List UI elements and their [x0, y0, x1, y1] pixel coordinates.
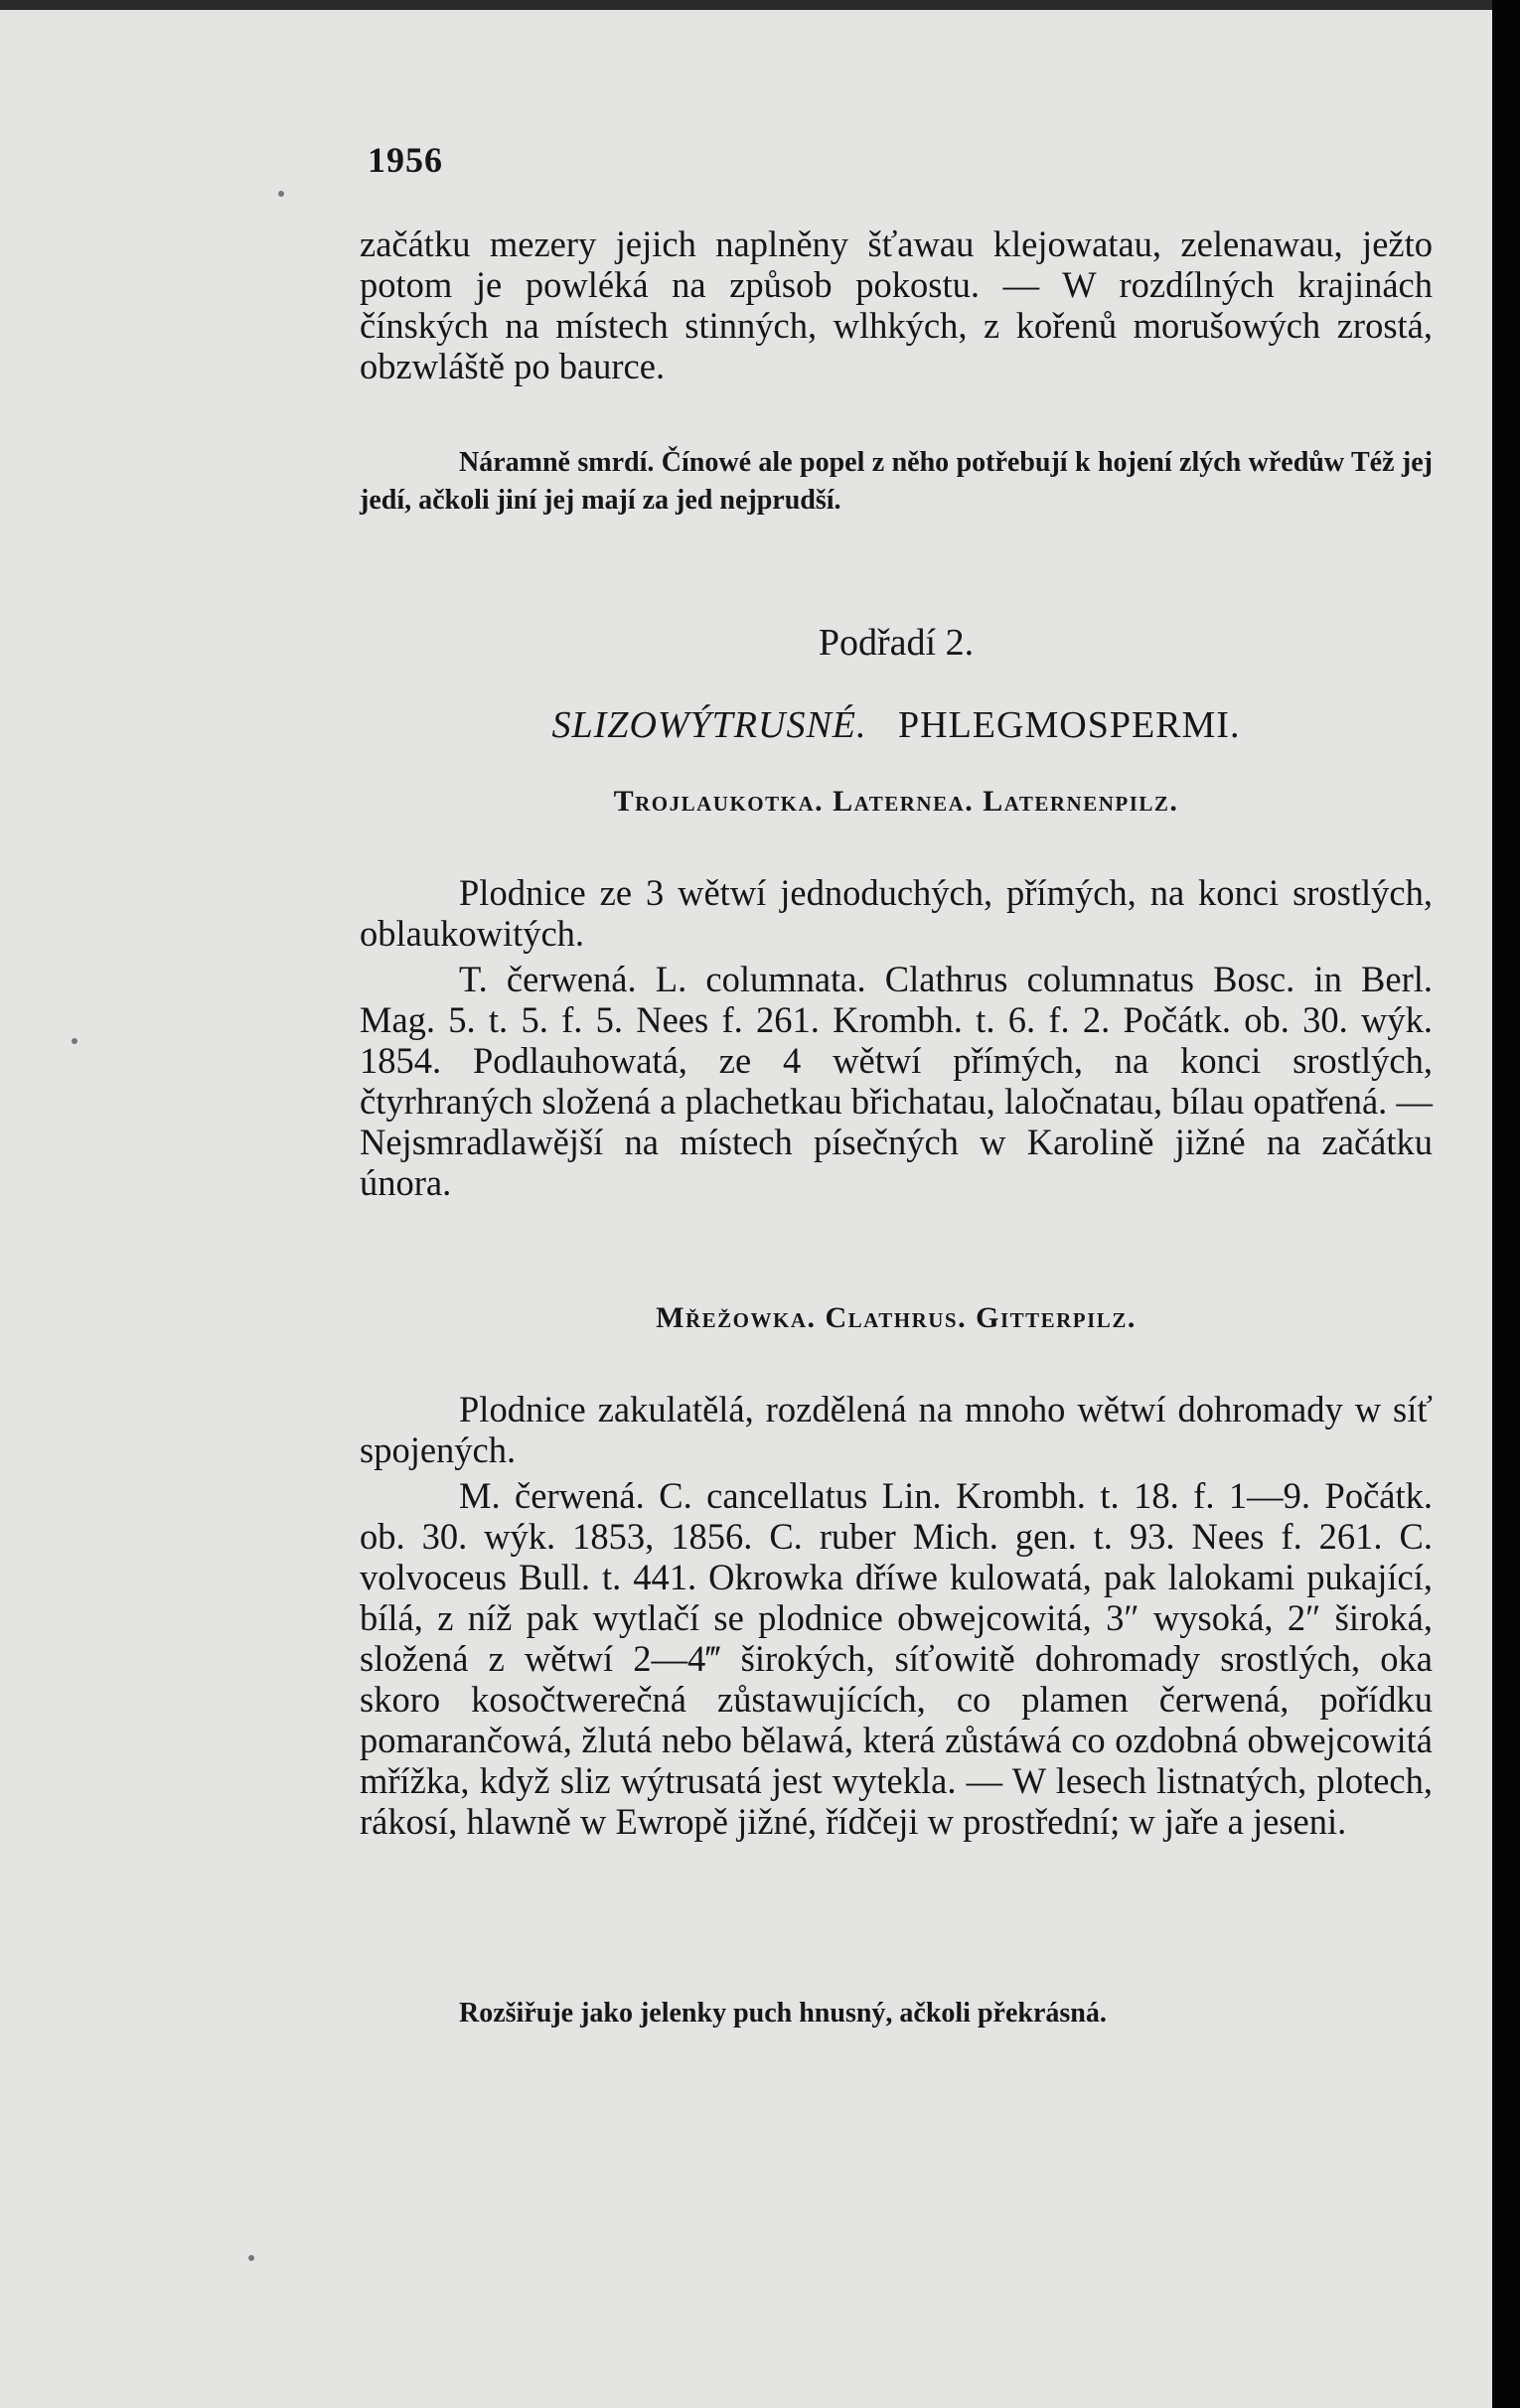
order-heading-latin: PHLEGMOSPERMI.	[898, 704, 1241, 746]
bottom-note: Rozšiřuje jako jelenky puch hnusný, ačkoli překrásná.	[459, 1998, 1107, 2029]
scan-speck	[248, 2255, 254, 2261]
order-heading	[360, 703, 1433, 747]
scan-top-edge	[0, 0, 1520, 10]
order-heading-czech: SLIZOWÝTRUSNÉ.	[551, 704, 867, 746]
species-entry-clathrus: M. čerwená. C. cancellatus Lin. Krombh. t. 18. f. 1—9. Počátk. ob. 30. wýk. 1853, 1856. C. ruber Mich. gen. t. 93. Nees f. 261. C. volvoceus Bull. t. 441. Okrowka dříwe kulowatá, pak lalokami pukající, bílá, z níž pak wytlačí se plodnice obwejcowitá, 3″ wysoká, 2″ široká, složená z wětwí 2—4‴ širokých, síťowitě dohromady srostlých, oka skoro kosočtwerečná zůstawujících, co plamen čerwená, pořídku pomarančowá, žlutá nebo bělawá, která zůstáwá co ozdobná obwejcowitá mřížka, když sliz wýtrusatá jest wytekla. — W lesech listnatých, plotech, rákosí, hlawně w Ewropě jižné, řídčeji w prostřední; w jaře a jeseni.	[360, 1475, 1433, 1842]
genus-heading-laternea: Trojlaukotka. Laternea. Laternenpilz.	[613, 785, 1179, 818]
scan-right-edge	[1492, 0, 1520, 2408]
top-note: Náramně smrdí. Čínowé ale popel z něho potřebují k hojení zlých wředůw Též jej jedí, ačkoli jiní jej mají za jed nejprudší.	[360, 447, 1433, 516]
genus-description-laternea: Plodnice ze 3 wětwí jednoduchých, přímých, na konci srostlých, oblaukowitých.	[360, 872, 1433, 954]
page-number: 1956	[368, 140, 443, 180]
genus-description-clathrus: Plodnice zakulatělá, rozdělená na mnoho wětwí dohromady w síť spojených.	[360, 1389, 1433, 1470]
scan-speck	[278, 191, 284, 197]
species-entry-laternea: T. čerwená. L. columnata. Clathrus columnatus Bosc. in Berl. Mag. 5. t. 5. f. 5. Nees f. 261. Krombh. t. 6. f. 2. Počátk. ob. 30. wýk. 1854. Podlauhowatá, ze 4 wětwí přímých, na konci srostlých, čtyrhraných složená a plachetkau břichatau, laločnatau, bílau opatřená. — Nejsmradlawější na místech písečných w Karolině jižné na začátku února.	[360, 959, 1433, 1203]
scan-speck	[72, 1038, 77, 1044]
top-paragraph: začátku mezery jejich naplněny šťawau klejowatau, zelenawau, ježto potom je powléká na způsob pokostu. — W rozdílných krajinách čínských na místech stinných, wlhkých, z kořenů morušowých zrostá, obzwláště po baurce.	[360, 224, 1433, 386]
suborder-heading: Podřadí 2.	[818, 622, 975, 664]
genus-heading-clathrus: Mřežowka. Clathrus. Gitterpilz.	[656, 1301, 1137, 1334]
